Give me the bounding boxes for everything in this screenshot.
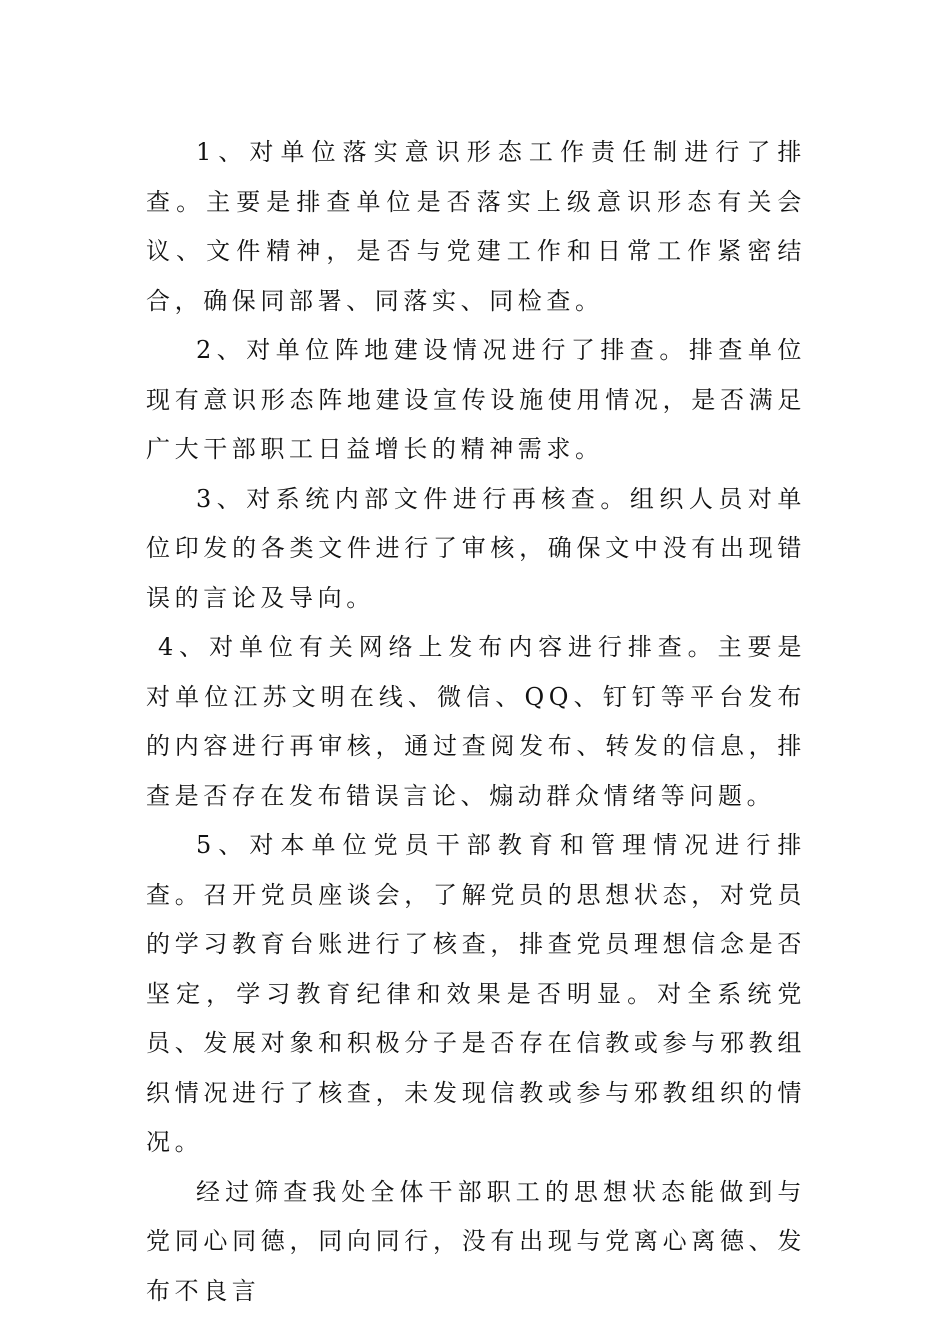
paragraph-item-2: 2、对单位阵地建设情况进行了排查。排查单位现有意识形态阵地建设宣传设施使用情况，是否满足广大干部职工日益增长的精神需求。 bbox=[146, 336, 806, 463]
document-body bbox=[146, 128, 806, 1316]
paragraph-item-5: 5、对本单位党员干部教育和管理情况进行排查。召开党员座谈会，了解党员的思想状态，对党员的学习教育台账进行了核查，排查党员理想信念是否坚定，学习教育纪律和效果是否明显。对全系统党员、发展对象和积极分子是否存在信教或参与邪教组织情况进行了核查，未发现信教或参与邪教组织的情况。 bbox=[146, 831, 806, 1156]
paragraph-conclusion: 经过筛查我处全体干部职工的思想状态能做到与党同心同德，同向同行，没有出现与党离心离德、发布不良言 bbox=[146, 1177, 806, 1305]
paragraph-item-1: 1、对单位落实意识形态工作责任制进行了排查。主要是排查单位是否落实上级意识形态有关会议、文件精神，是否与党建工作和日常工作紧密结合，确保同部署、同落实、同检查。 bbox=[146, 138, 806, 315]
paragraph-item-4: 4、对单位有关网络上发布内容进行排查。主要是对单位江苏文明在线、微信、QQ、钉钉等平台发布的内容进行再审核，通过查阅发布、转发的信息，排查是否存在发布错误言论、煽动群众情绪等问题。 bbox=[146, 633, 806, 810]
paragraph-item-3: 3、对系统内部文件进行再核查。组织人员对单位印发的各类文件进行了审核，确保文中没有出现错误的言论及导向。 bbox=[146, 484, 806, 612]
